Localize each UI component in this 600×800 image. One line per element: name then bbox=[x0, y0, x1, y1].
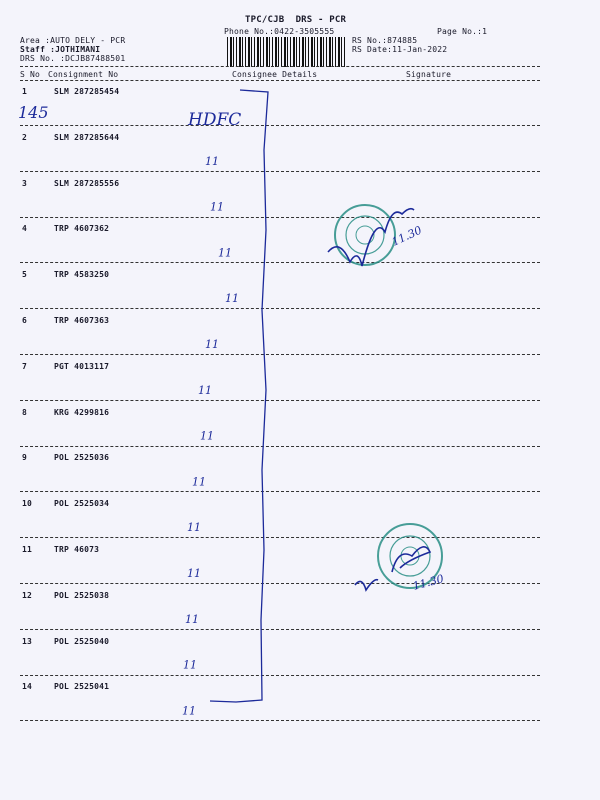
row-sno: 11 bbox=[22, 545, 33, 554]
row-consignment-no: POL 2525038 bbox=[54, 590, 110, 600]
col-consignment: Consignment No bbox=[48, 70, 119, 79]
ditto-mark: 11 bbox=[210, 200, 224, 214]
row-consignment-no: SLM 287285556 bbox=[54, 178, 120, 188]
row-sno: 8 bbox=[22, 407, 28, 417]
row-sno: 10 bbox=[22, 499, 33, 509]
ditto-mark: 11 bbox=[198, 383, 212, 397]
row-sno: 7 bbox=[22, 361, 28, 371]
ditto-mark: 11 bbox=[185, 612, 199, 626]
ditto-mark: 11 bbox=[200, 429, 214, 443]
page-number: Page No.:1 bbox=[437, 27, 488, 36]
row-sno: 2 bbox=[22, 132, 28, 142]
row-consignment-no: SLM 287285644 bbox=[54, 132, 120, 142]
ditto-mark: 11 bbox=[187, 567, 201, 580]
row-consignment-no: TRP 4607363 bbox=[54, 316, 110, 325]
phone-number: Phone No.:0422-3505555 bbox=[224, 27, 335, 36]
ditto-mark: 11 bbox=[183, 658, 197, 672]
row-consignment-no: POL 2525036 bbox=[54, 453, 110, 463]
row-consignment-no: TRP 46073 bbox=[54, 545, 100, 554]
ditto-mark: 11 bbox=[192, 475, 206, 489]
row-sno: 5 bbox=[22, 270, 28, 280]
ditto-mark: 11 bbox=[182, 704, 196, 718]
ditto-mark: 11 bbox=[218, 246, 232, 260]
row-consignment-no: POL 2525034 bbox=[54, 499, 110, 509]
row-sno: 13 bbox=[22, 636, 33, 646]
ditto-mark: 11 bbox=[225, 292, 239, 306]
row-consignment-no: SLM 287285454 bbox=[54, 87, 120, 96]
row-consignment-no: KRG 4299816 bbox=[54, 407, 110, 417]
col-signature: Signature bbox=[406, 70, 452, 79]
sign-date-2: 11.30 bbox=[411, 572, 446, 593]
drs-number: DRS No. :DCJB87488501 bbox=[20, 54, 126, 63]
row-sno: 4 bbox=[22, 224, 28, 234]
rs-date: RS Date:11-Jan-2022 bbox=[352, 45, 448, 54]
report-title: TPC/CJB DRS - PCR bbox=[245, 15, 347, 25]
ditto-mark: 11 bbox=[187, 521, 201, 535]
row-consignment-no: POL 2525041 bbox=[54, 682, 110, 692]
ditto-mark: 11 bbox=[205, 338, 219, 351]
area-label: Area :AUTO DELY - PCR bbox=[20, 36, 126, 45]
row-consignment-no: TRP 4583250 bbox=[54, 270, 110, 280]
row-sno: 6 bbox=[22, 316, 28, 325]
row-consignment-no: PGT 4013117 bbox=[54, 361, 110, 371]
row-sno: 9 bbox=[22, 453, 28, 463]
col-consignee: Consignee Details bbox=[232, 70, 318, 79]
rs-number: RS No.:874885 bbox=[352, 36, 418, 45]
row-sno: 14 bbox=[22, 682, 33, 692]
row-consignment-no: POL 2525040 bbox=[54, 636, 110, 646]
bracket-line bbox=[210, 90, 268, 702]
col-sno: S No bbox=[20, 70, 41, 79]
row-consignment-no: TRP 4607362 bbox=[54, 224, 110, 234]
consignee-note: HDFC bbox=[188, 110, 242, 130]
count-note: 145 bbox=[18, 103, 49, 122]
row-sno: 3 bbox=[22, 178, 28, 188]
staff-label: Staff :JOTHIMANI bbox=[20, 45, 101, 54]
ditto-marks bbox=[182, 155, 239, 718]
sign-date-1: 11.30 bbox=[389, 223, 424, 249]
row-sno: 1 bbox=[22, 87, 28, 96]
row-sno: 12 bbox=[22, 590, 33, 600]
ditto-mark: 11 bbox=[205, 154, 219, 168]
